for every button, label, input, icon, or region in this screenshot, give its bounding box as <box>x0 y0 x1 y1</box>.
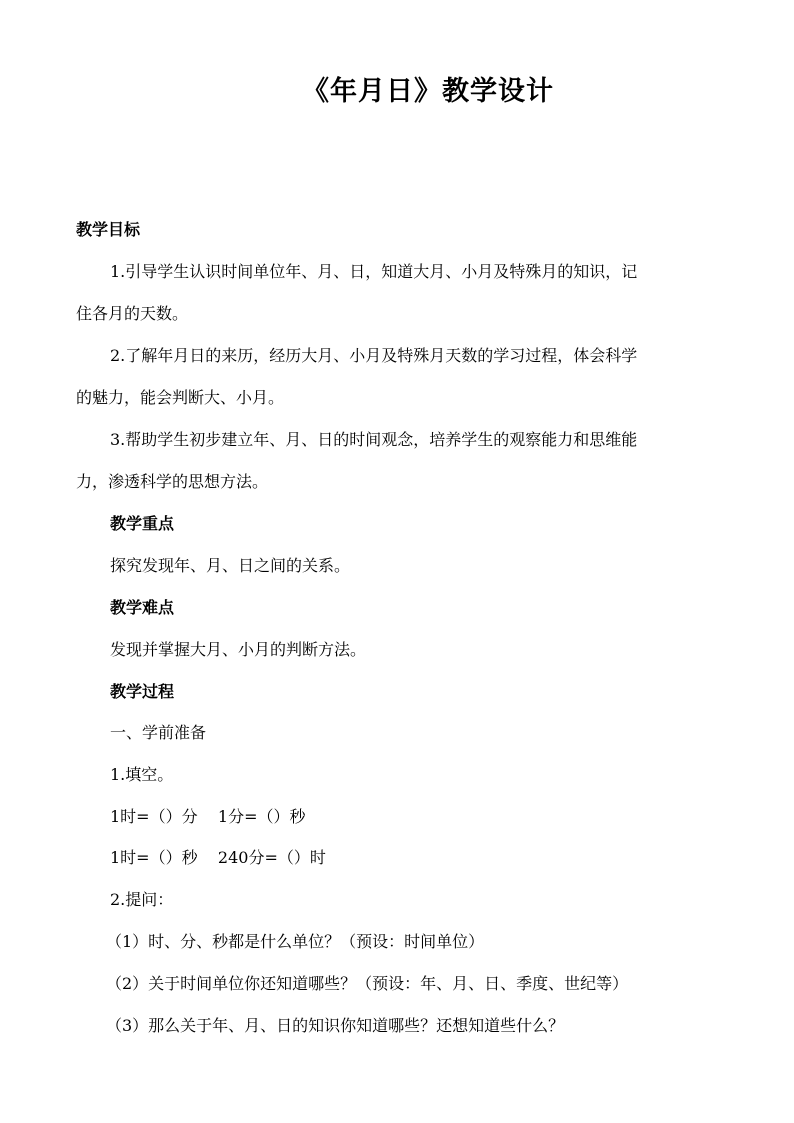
fill-row-1: 1时=（）分 1分=（）秒 <box>110 807 306 826</box>
fill-row-2: 1时=（）秒 240分=（）时 <box>110 848 326 867</box>
question-heading: 2.提问： <box>110 890 174 909</box>
difficulties-heading: 教学难点 <box>110 598 175 617</box>
objective-3-line-1: 3.帮助学生初步建立年、月、日的时间观念，培养学生的观察能力和思维能 <box>110 430 638 449</box>
objective-1-line-2: 住各月的天数。 <box>76 304 189 323</box>
process-heading: 教学过程 <box>110 682 175 701</box>
objective-2-line-2: 的魅力，能会判断大、小月。 <box>76 388 285 407</box>
fill-blank-heading: 1.填空。 <box>110 765 174 784</box>
key-points-heading: 教学重点 <box>110 514 175 533</box>
objective-1-line-1: 1.引导学生认识时间单位年、月、日，知道大月、小月及特殊月的知识，记 <box>110 262 638 281</box>
step-1-heading: 一、学前准备 <box>110 723 207 742</box>
question-1: （1）时、分、秒都是什么单位？（预设：时间单位） <box>106 932 485 951</box>
objectives-heading: 教学目标 <box>76 220 141 239</box>
question-3: （3）那么关于年、月、日的知识你知道哪些？还想知道些什么？ <box>106 1016 565 1035</box>
document-title: 《年月日》教学设计 <box>302 76 554 107</box>
question-2: （2）关于时间单位你还知道哪些？（预设：年、月、日、季度、世纪等） <box>106 974 629 993</box>
difficulties-text: 发现并掌握大月、小月的判断方法。 <box>110 640 367 659</box>
key-points-text: 探究发现年、月、日之间的关系。 <box>110 556 351 575</box>
objective-2-line-1: 2.了解年月日的来历，经历大月、小月及特殊月天数的学习过程，体会科学 <box>110 346 638 365</box>
objective-3-line-2: 力，渗透科学的思想方法。 <box>76 472 269 491</box>
